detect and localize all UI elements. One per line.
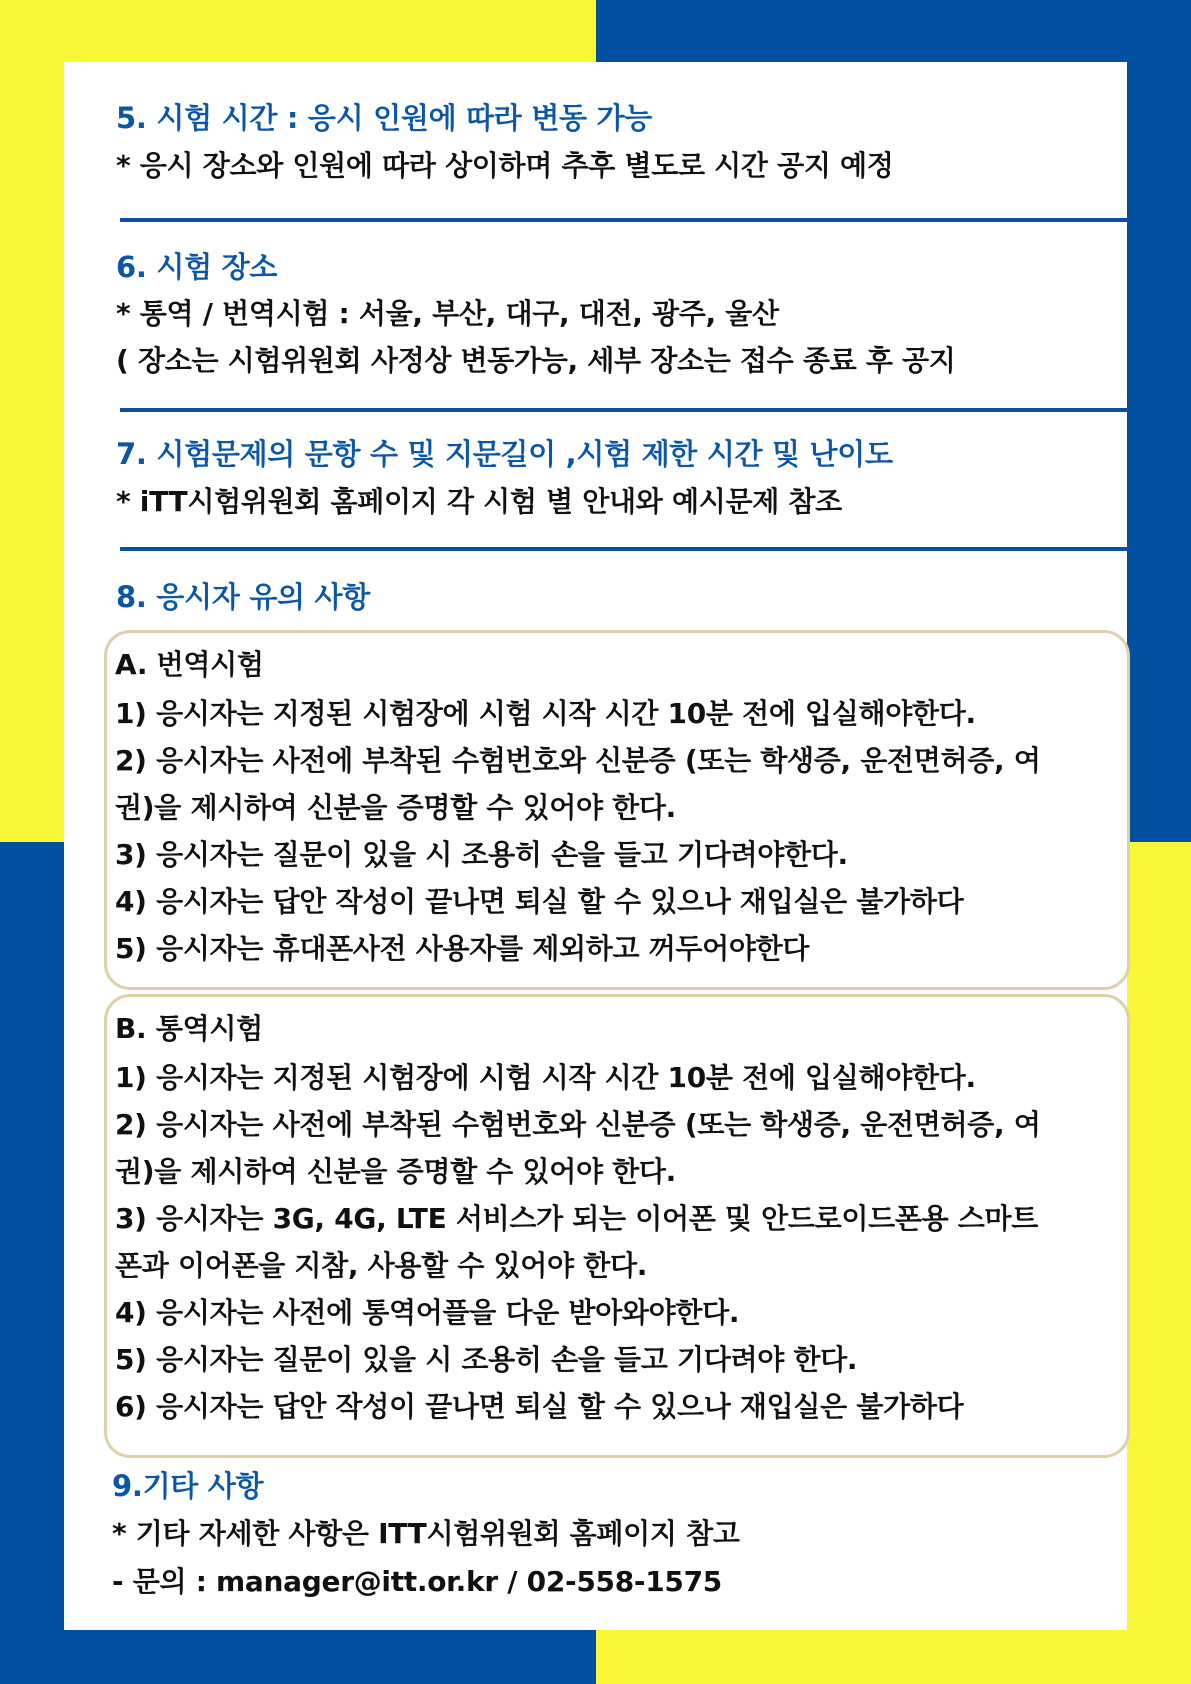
box-a-line: 권)을 제시하여 신분을 증명할 수 있어야 한다. xyxy=(115,791,676,824)
section6-line1: * 통역 / 번역시험 : 서울, 부산, 대구, 대전, 광주, 울산 xyxy=(116,297,779,330)
section7-heading: 7. 시험문제의 문항 수 및 지문길이 ,시험 제한 시간 및 난이도 xyxy=(116,437,893,471)
notice-box-translation xyxy=(104,630,1130,990)
contact-info: - 문의 : manager@itt.or.kr / 02-558-1575 xyxy=(112,1565,722,1598)
section-divider xyxy=(120,218,1130,222)
section6-heading: 6. 시험 장소 xyxy=(116,250,278,284)
box-b-line: 4) 응시자는 사전에 통역어플을 다운 받아와야한다. xyxy=(115,1296,740,1329)
section-divider xyxy=(120,547,1130,551)
notice-box-interpretation xyxy=(104,994,1130,1458)
section8-heading: 8. 응시자 유의 사항 xyxy=(116,580,370,614)
box-b-line: 폰과 이어폰을 지참, 사용할 수 있어야 한다. xyxy=(115,1249,648,1282)
box-a-line: 3) 응시자는 질문이 있을 시 조용히 손을 들고 기다려야한다. xyxy=(115,838,848,871)
box-b-title: B. 통역시험 xyxy=(115,1012,263,1045)
box-b-line: 1) 응시자는 지정된 시험장에 시험 시작 시간 10분 전에 입실해야한다. xyxy=(115,1061,976,1094)
section6-line2: ( 장소는 시험위원회 사정상 변동가능, 세부 장소는 접수 종료 후 공지 xyxy=(116,344,956,377)
box-a-line: 1) 응시자는 지정된 시험장에 시험 시작 시간 10분 전에 입실해야한다. xyxy=(115,697,976,730)
notice-card xyxy=(64,62,1127,1630)
box-b-line: 2) 응시자는 사전에 부착된 수험번호와 신분증 (또는 학생증, 운전면허증, 여 xyxy=(115,1108,1041,1141)
section9-heading: 9.기타 사항 xyxy=(112,1469,264,1503)
box-a-title: A. 번역시험 xyxy=(115,648,264,681)
section5-heading: 5. 시험 시간 : 응시 인원에 따라 변동 가능 xyxy=(116,101,652,135)
section5-note: * 응시 장소와 인원에 따라 상이하며 추후 별도로 시간 공지 예정 xyxy=(116,149,894,182)
box-b-line: 6) 응시자는 답안 작성이 끝나면 퇴실 할 수 있으나 재입실은 불가하다 xyxy=(115,1390,964,1423)
box-b-line: 5) 응시자는 질문이 있을 시 조용히 손을 들고 기다려야 한다. xyxy=(115,1343,858,1376)
box-b-line: 3) 응시자는 3G, 4G, LTE 서비스가 되는 이어폰 및 안드로이드폰용 스마트 xyxy=(115,1202,1039,1235)
box-a-line: 2) 응시자는 사전에 부착된 수험번호와 신분증 (또는 학생증, 운전면허증, 여 xyxy=(115,744,1041,777)
section-divider xyxy=(120,408,1130,412)
box-a-line: 4) 응시자는 답안 작성이 끝나면 퇴실 할 수 있으나 재입실은 불가하다 xyxy=(115,885,964,918)
section9-note: * 기타 자세한 사항은 ITT시험위원회 홈페이지 참고 xyxy=(112,1517,740,1550)
box-a-line: 5) 응시자는 휴대폰사전 사용자를 제외하고 꺼두어야한다 xyxy=(115,932,810,965)
section7-note: * iTT시험위원회 홈페이지 각 시험 별 안내와 예시문제 참조 xyxy=(116,485,842,518)
box-b-line: 권)을 제시하여 신분을 증명할 수 있어야 한다. xyxy=(115,1155,676,1188)
